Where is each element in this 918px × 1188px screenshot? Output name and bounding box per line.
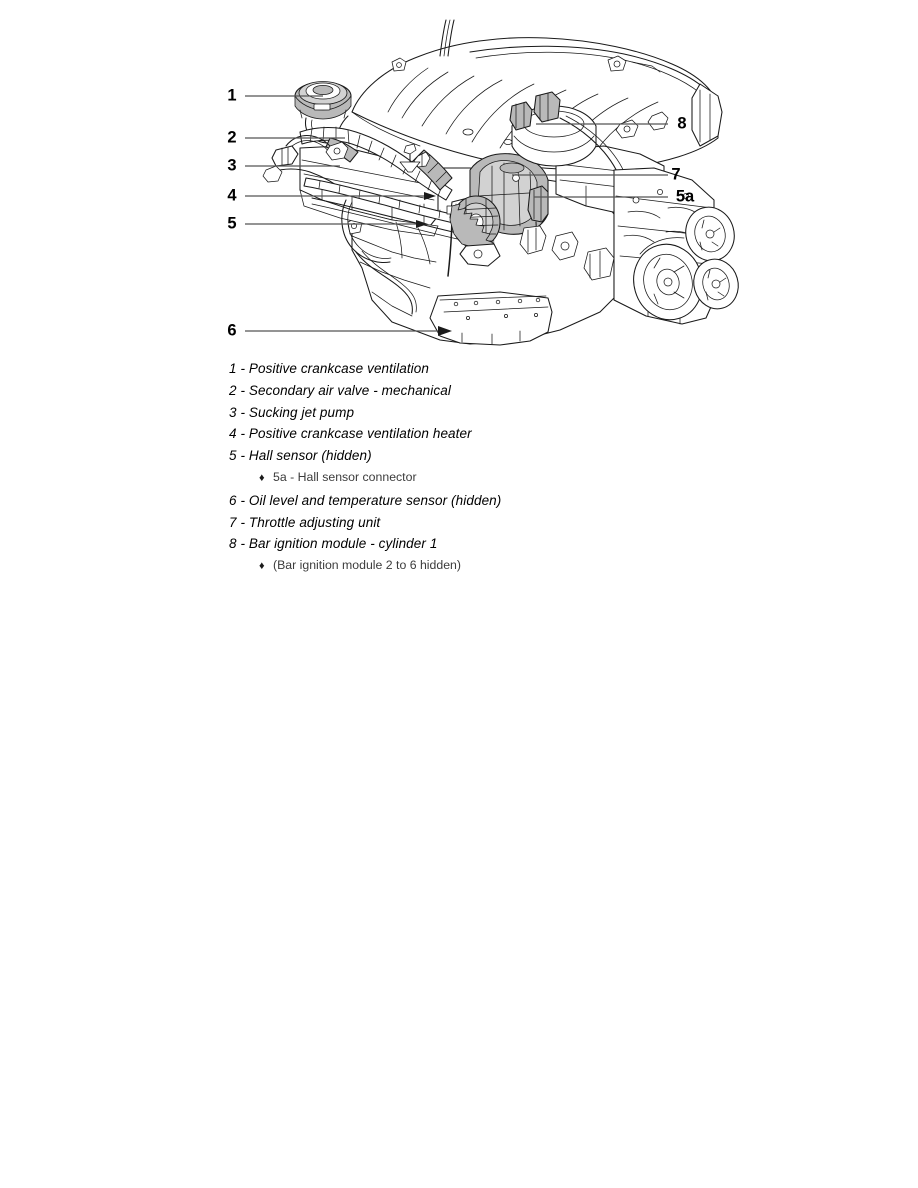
- callout-8: 8: [677, 114, 687, 133]
- manifold-right-flange: [692, 84, 722, 146]
- legend-item-4: 4 - Positive crankcase ventilation heater: [229, 426, 472, 442]
- legend-item-2: 2 - Secondary air valve - mechanical: [229, 382, 451, 398]
- callout-5a: 5a: [675, 187, 695, 206]
- legend-item-7: 7 - Throttle adjusting unit: [229, 514, 381, 530]
- engine-assembly-diagram: [0, 0, 918, 350]
- legend-subitem-5a-label: 5a - Hall sensor connector: [273, 469, 417, 484]
- callout-2: 2: [227, 128, 237, 147]
- ignition-connector: [534, 92, 560, 122]
- legend-item-5: 5 - Hall sensor (hidden): [229, 448, 372, 464]
- callout-1: 1: [227, 86, 237, 105]
- diamond-bullet-icon: ♦: [259, 560, 265, 573]
- callout-7: 7: [671, 165, 681, 184]
- component-legend: [229, 358, 869, 578]
- callout-3: 3: [227, 156, 237, 175]
- legend-item-6: 6 - Oil level and temperature sensor (hidden): [229, 492, 502, 508]
- legend-subitem-8a: [229, 555, 869, 578]
- callout-6: 6: [227, 321, 237, 340]
- hose-stub-left: [272, 146, 298, 166]
- diamond-bullet-icon: ♦: [259, 471, 265, 484]
- legend-item-3: 3 - Sucking jet pump: [229, 404, 355, 420]
- oil-filler-cap: [295, 82, 351, 120]
- legend-subitem-5a: [229, 467, 869, 490]
- callout-4: 4: [227, 186, 237, 205]
- legend-item-8: 8 - Bar ignition module - cylinder 1: [229, 536, 438, 552]
- legend-item-1: 1 - Positive crankcase ventilation: [229, 361, 429, 376]
- legend-subitem-8a-label: (Bar ignition module 2 to 6 hidden): [273, 558, 461, 573]
- callout-5: 5: [227, 214, 237, 233]
